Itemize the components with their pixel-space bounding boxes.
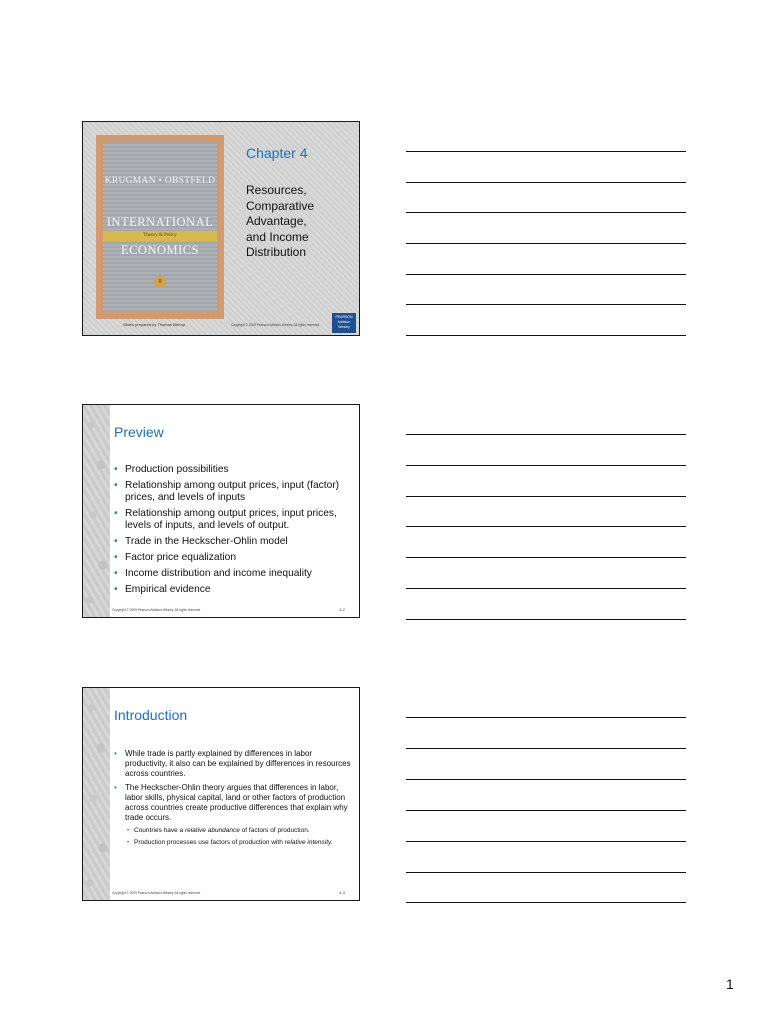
sub-bullet-text-before: Countries have a [134,827,185,834]
note-line [406,335,686,336]
note-line [406,841,686,842]
note-line [406,902,686,903]
note-line [406,243,686,244]
sub-bullet-icon: • [127,828,130,834]
copyright-text: Copyright © 2009 Pearson Addison-Wesley. All rights reserved. [231,323,321,327]
slide-2-preview [82,404,360,618]
note-line [406,872,686,873]
note-line [406,717,686,718]
note-line [406,434,686,435]
note-line [406,496,686,497]
subtitle-line: Distribution [246,245,307,259]
sub-bullet-text-before: Production processes use factors of production with [134,839,285,847]
note-line [406,304,686,305]
bullet-text: Empirical evidence [125,584,211,595]
chapter-title: Chapter 4 [246,145,308,161]
bullet-icon: • [114,536,118,547]
sub-list-item [125,827,354,835]
note-line [406,526,686,527]
book-cover-image [96,135,224,319]
note-line [406,810,686,811]
list-item [114,552,354,564]
bullet-icon: • [114,480,118,491]
slide-title: Preview [114,424,164,440]
subtitle-line: Advantage, [246,214,307,228]
note-line [406,212,686,213]
sub-bullet-icon: • [127,840,130,847]
bullet-text: Production possibilities [125,464,229,475]
note-line [406,588,686,589]
page-number: 1 [726,976,734,992]
slide-3-introduction [82,687,360,901]
bullet-icon: • [114,552,118,563]
list-item [114,749,354,779]
bullet-text: While trade is partly explained by differences in labor productivity, it also can be explained by differences in resources across countries. [125,749,351,778]
bullet-icon: • [114,508,118,519]
bullet-icon: • [114,749,117,758]
note-line [406,182,686,183]
chapter-subtitle [246,183,346,261]
list-item [114,783,354,847]
sub-bullet-list [125,827,354,847]
prepared-by: Slides prepared by Thomas Bishop [123,322,186,327]
publisher-logo-line: Addison [337,320,351,324]
list-item [114,584,354,596]
bullet-icon: • [114,584,118,595]
slide-title: Introduction [114,707,188,723]
publisher-logo [332,313,356,333]
note-line [406,779,686,780]
subtitle-line: Comparative [246,198,315,213]
subtitle-line: and Income [246,229,309,244]
sub-bullet-text-after: of factors of production. [239,827,310,834]
subtitle-line: Resources, [246,183,307,197]
bullet-text: Trade in the Heckscher-Ohlin model [125,536,288,547]
book-cover [103,142,217,312]
copyright-text: Copyright © 2009 Pearson Addison-Wesley. All rights reserved. [112,891,202,895]
list-item [114,508,354,532]
bullet-text: Relationship among output prices, input prices, levels of inputs, and levels of output. [125,508,337,531]
bullet-icon: • [114,783,117,792]
copyright-text: Copyright © 2009 Pearson Addison-Wesley. All rights reserved. [112,608,202,612]
note-line [406,748,686,749]
bullet-list [114,464,354,600]
publisher-logo-line: PEARSON [335,315,353,319]
sub-bullet-emphasis: relative intensity. [284,839,333,847]
book-title-line2: ECONOMICS [120,243,200,257]
note-line [406,465,686,466]
list-item [114,480,354,504]
bullet-text: Factor price equalization [125,552,236,563]
slide-number: 4-2 [339,607,345,612]
publisher-logo-line: Wesley [338,325,350,329]
bullet-icon: • [114,568,118,579]
book-authors: KRUGMAN • OBSTFELD [104,176,216,186]
slide-side-texture [83,688,110,900]
slide-side-texture [83,405,110,617]
slide-1-title [82,121,360,336]
bullet-text: Income distribution and income inequality [125,568,312,579]
list-item [114,464,354,476]
list-item [114,568,354,580]
bullet-text: The Heckscher-Ohlin theory argues that differences in labor, labor skills, physical capital, land or other factors of production across countries create productive differences that explain why trade occurs. [125,783,348,822]
note-line [406,274,686,275]
note-line [406,151,686,152]
slide-number: 4-3 [339,890,345,895]
sub-list-item [125,839,354,847]
bullet-text: Relationship among output prices, input (factor) prices, and levels of inputs [125,480,340,503]
bullet-list [114,749,354,851]
book-band: Theory & Policy [103,231,217,241]
bullet-icon: • [114,464,118,475]
note-line [406,619,686,620]
edition-seal: 8 [154,276,166,288]
book-title-line1: INTERNATIONAL [106,215,214,229]
sub-bullet-emphasis: relative abundance [184,827,240,834]
list-item [114,536,354,548]
note-line [406,557,686,558]
